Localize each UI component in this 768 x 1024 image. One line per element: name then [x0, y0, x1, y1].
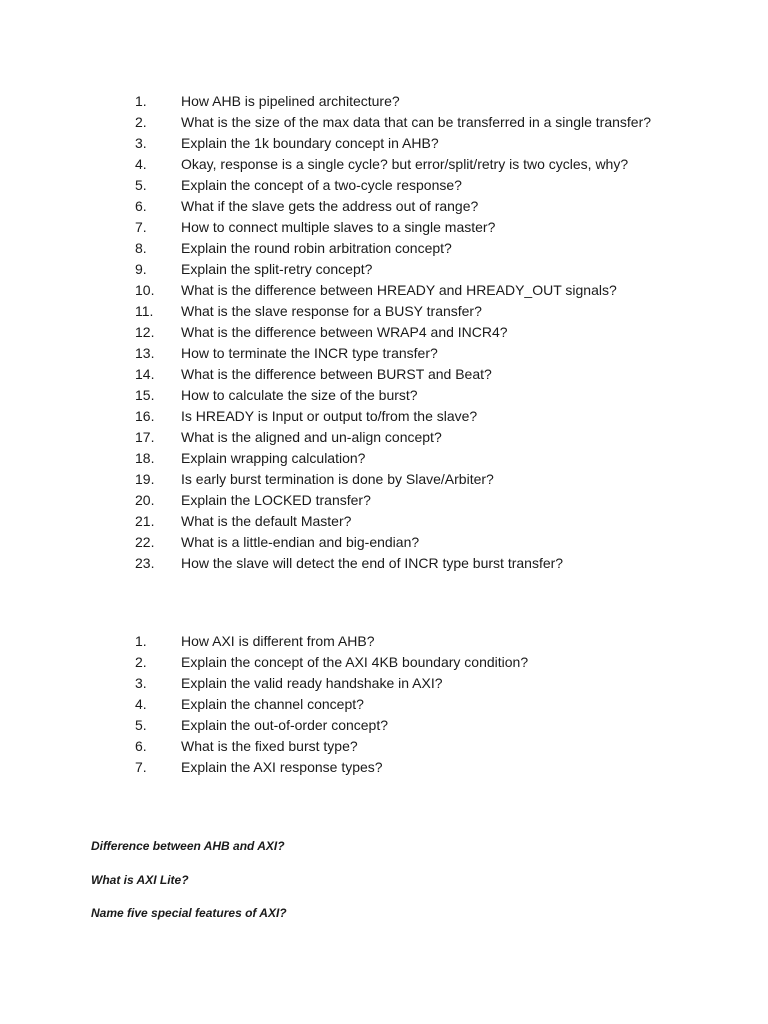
- item-number: 17.: [135, 429, 155, 445]
- item-text: What is the default Master?: [181, 513, 352, 529]
- item-text: How to terminate the INCR type transfer?: [181, 345, 438, 361]
- item-text: How to calculate the size of the burst?: [181, 387, 418, 403]
- item-text: Explain the split-retry concept?: [181, 261, 373, 277]
- item-number: 6.: [135, 198, 147, 214]
- list-item: [0, 673, 768, 694]
- item-text: What is the aligned and un-align concept?: [181, 429, 442, 445]
- item-text: Explain the concept of the AXI 4KB boundary condition?: [181, 654, 529, 670]
- list-item: [0, 736, 768, 757]
- item-text: How AXI is different from AHB?: [181, 633, 375, 649]
- list-item: [0, 112, 768, 133]
- item-number: 8.: [135, 240, 147, 256]
- item-number: 7.: [135, 759, 147, 775]
- item-number: 2.: [135, 114, 147, 130]
- item-text: Explain the round robin arbitration concept?: [181, 240, 452, 256]
- item-text: Explain the channel concept?: [181, 696, 364, 712]
- list-item: [0, 652, 768, 673]
- item-number: 20.: [135, 492, 155, 508]
- item-text: How the slave will detect the end of INCR type burst transfer?: [181, 555, 564, 571]
- item-number: 12.: [135, 324, 155, 340]
- list-item: [0, 133, 768, 154]
- list-item: [0, 196, 768, 217]
- item-text: Explain the concept of a two-cycle response?: [181, 177, 462, 193]
- item-number: 1.: [135, 633, 147, 649]
- item-text: Is early burst termination is done by Slave/Arbiter?: [181, 471, 494, 487]
- list-item: [0, 217, 768, 238]
- item-text: Explain the AXI response types?: [181, 759, 383, 775]
- item-text: Explain the out-of-order concept?: [181, 717, 389, 733]
- heading-ahb-vs-axi: Difference between AHB and AXI?: [91, 839, 285, 853]
- list-item: [0, 91, 768, 112]
- item-number: 2.: [135, 654, 147, 670]
- list-item: [0, 532, 768, 553]
- item-text: What if the slave gets the address out of range?: [181, 198, 479, 214]
- item-text: Explain the valid ready handshake in AXI?: [181, 675, 443, 691]
- list-item: [0, 175, 768, 196]
- item-number: 3.: [135, 675, 147, 691]
- list-item: [0, 406, 768, 427]
- item-text: Explain the LOCKED transfer?: [181, 492, 371, 508]
- item-number: 1.: [135, 93, 147, 109]
- list-item: [0, 238, 768, 259]
- list-item: [0, 694, 768, 715]
- list-item: [0, 301, 768, 322]
- item-number: 3.: [135, 135, 147, 151]
- heading-axi-features: Name five special features of AXI?: [91, 906, 287, 920]
- list-item: [0, 154, 768, 175]
- list-item: [0, 259, 768, 280]
- item-text: What is the difference between BURST and Beat?: [181, 366, 492, 382]
- list-item: [0, 364, 768, 385]
- item-number: 9.: [135, 261, 147, 277]
- item-text: What is a little-endian and big-endian?: [181, 534, 420, 550]
- item-number: 21.: [135, 513, 155, 529]
- list-item: [0, 280, 768, 301]
- item-number: 7.: [135, 219, 147, 235]
- item-number: 19.: [135, 471, 155, 487]
- item-number: 6.: [135, 738, 147, 754]
- item-text: How AHB is pipelined architecture?: [181, 93, 400, 109]
- item-number: 18.: [135, 450, 155, 466]
- item-number: 10.: [135, 282, 155, 298]
- item-number: 4.: [135, 696, 147, 712]
- list-item: [0, 553, 768, 574]
- item-number: 23.: [135, 555, 155, 571]
- list-item: [0, 469, 768, 490]
- item-text: What is the difference between WRAP4 and INCR4?: [181, 324, 508, 340]
- heading-axi-lite: What is AXI Lite?: [91, 873, 189, 887]
- list-item: [0, 490, 768, 511]
- list-item: [0, 715, 768, 736]
- list-item: [0, 631, 768, 652]
- item-text: Okay, response is a single cycle? but error/split/retry is two cycles, why?: [181, 156, 629, 172]
- list-item: [0, 511, 768, 532]
- item-text: What is the fixed burst type?: [181, 738, 358, 754]
- list-item: [0, 427, 768, 448]
- item-number: 11.: [135, 303, 154, 319]
- axi-question-list: [0, 631, 768, 778]
- item-number: 16.: [135, 408, 155, 424]
- item-number: 22.: [135, 534, 155, 550]
- item-number: 5.: [135, 177, 147, 193]
- item-text: What is the difference between HREADY and HREADY_OUT signals?: [181, 282, 617, 298]
- item-text: Is HREADY is Input or output to/from the slave?: [181, 408, 478, 424]
- item-number: 4.: [135, 156, 147, 172]
- list-item: [0, 385, 768, 406]
- list-item: [0, 322, 768, 343]
- item-text: What is the size of the max data that can be transferred in a single transfer?: [181, 114, 652, 130]
- list-item: [0, 343, 768, 364]
- ahb-question-list: [0, 91, 768, 574]
- item-number: 14.: [135, 366, 155, 382]
- item-number: 5.: [135, 717, 147, 733]
- list-item: [0, 757, 768, 778]
- item-text: Explain wrapping calculation?: [181, 450, 366, 466]
- item-number: 15.: [135, 387, 155, 403]
- item-text: What is the slave response for a BUSY transfer?: [181, 303, 482, 319]
- item-text: How to connect multiple slaves to a single master?: [181, 219, 496, 235]
- item-number: 13.: [135, 345, 155, 361]
- list-item: [0, 448, 768, 469]
- item-text: Explain the 1k boundary concept in AHB?: [181, 135, 439, 151]
